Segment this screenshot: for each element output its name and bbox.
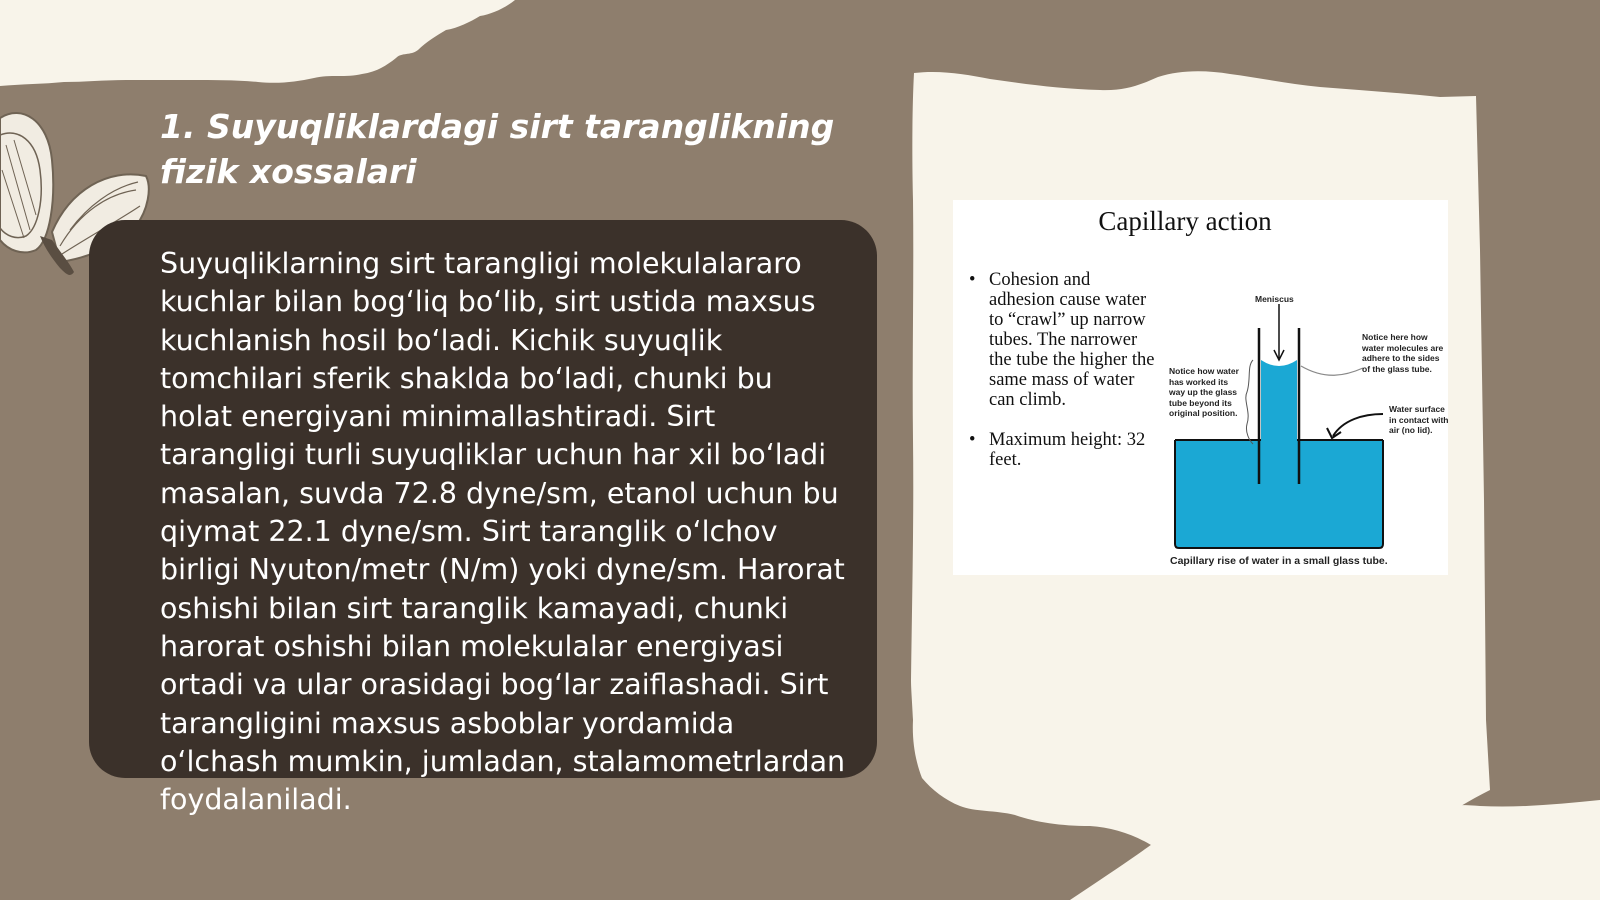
adhesion-note: Notice here how water molecules are adhere to the sides of the glass tube. <box>1362 332 1444 374</box>
figure-bullet: • Cohesion and adhesion cause water to “crawl” up narrow tubes. The narrower the tube the higher the same mass of water can climb. <box>967 270 1157 410</box>
surface-note: Water surface in contact with air (no lid). <box>1389 404 1449 435</box>
capillary-figure <box>953 200 1448 575</box>
meniscus-label: Meniscus <box>1255 294 1294 304</box>
torn-paper-top-left <box>0 0 515 86</box>
rise-bracket <box>1246 360 1253 444</box>
adhesion-arrow <box>1301 366 1363 375</box>
figure-bullet: • Maximum height: 32 feet. <box>967 430 1157 470</box>
diagram-caption: Capillary rise of water in a small glass tube. <box>1170 555 1388 567</box>
tube-water <box>1261 360 1297 484</box>
rise-note: Notice how water has worked its way up the glass tube beyond its original position. <box>1169 366 1239 418</box>
slide-title: 1. Suyuqliklardagi sirt taranglikning fizik xossalari <box>160 107 835 191</box>
body-text: Suyuqliklarning sirt tarangligi molekulalararo kuchlar bilan bog‘liq bo‘lib, sirt ustida maxsus kuchlanish hosil bo‘ladi. Kichik suyuqlik tomchilari sferik shaklda bo‘ladi, chunki bu holat energiyani minimallashtiradi. Sirt tarangligi turli suyuqliklar uchun har xil bo‘ladi masalan, suvda 72.8 dyne/sm, etanol uchun bu qiymat 22.1 dyne/sm. Sirt taranglik o‘lchov birligi Nyuton/metr (N/m) yoki dyne/sm. Harorat oshishi bilan sirt taranglik kamayadi, chunki harorat oshishi bilan molekulalar energiyasi ortadi va ular orasidagi bog‘lar zaiflashadi. Sirt tarangligini maxsus asboblar yordamida o‘lchash mumkin, jumladan, stalamometrlardan foydalaniladi. <box>160 247 846 817</box>
figure-title: Capillary action <box>1098 206 1272 236</box>
